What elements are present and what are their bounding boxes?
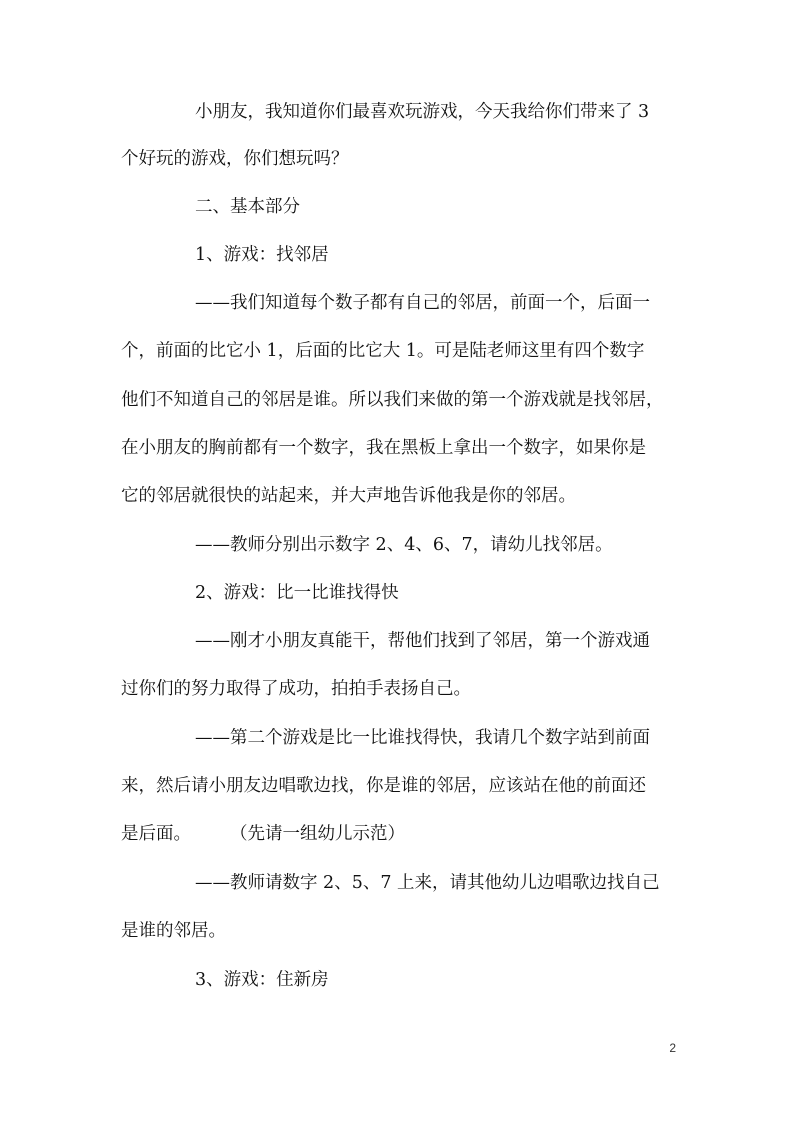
game-1-teacher-note: ——教师分别出示数字 2、4、6、7，请幼儿找邻居。 <box>195 535 613 555</box>
page-number: 2 <box>669 1041 676 1055</box>
game-1-paragraph-line-1: ——我们知道每个数子都有自己的邻居，前面一个，后面一 <box>195 293 650 313</box>
section-heading-basic-part: 二、基本部分 <box>195 197 300 217</box>
game-2-paragraph-1-line-1: ——刚才小朋友真能干，帮他们找到了邻居，第一个游戏通 <box>195 631 650 651</box>
game-3-heading: 3、游戏：住新房 <box>195 970 329 990</box>
paragraph-intro-line-2: 个好玩的游戏，你们想玩吗？ <box>121 149 349 169</box>
game-1-paragraph-line-2: 个，前面的比它小 1，后面的比它大 1。可是陆老师这里有四个数字 <box>121 341 645 361</box>
game-1-heading: 1、游戏：找邻居 <box>195 245 329 265</box>
game-2-paragraph-2-line-1: ——第二个游戏是比一比谁找得快，我请几个数字站到前面 <box>195 728 650 748</box>
game-1-paragraph-line-3: 他们不知道自己的邻居是谁。所以我们来做的第一个游戏就是找邻居， <box>121 390 664 410</box>
paragraph-intro-line-1: 小朋友，我知道你们最喜欢玩游戏，今天我给你们带来了 3 <box>195 102 650 122</box>
game-2-teacher-note-line-1: ——教师请数字 2、5、7 上来，请其他幼儿边唱歌边找自己 <box>195 873 660 893</box>
game-2-paragraph-2-line-3: 是后面。 （先请一组幼儿示范） <box>121 824 405 844</box>
game-2-teacher-note-line-2: 是谁的邻居。 <box>121 921 226 941</box>
game-2-paragraph-1-line-2: 过你们的努力取得了成功，拍拍手表扬自己。 <box>121 679 471 699</box>
game-2-paragraph-2-line-2: 来，然后请小朋友边唱歌边找，你是谁的邻居，应该站在他的前面还 <box>121 776 646 796</box>
game-1-paragraph-line-4: 在小朋友的胸前都有一个数字，我在黑板上拿出一个数字，如果你是 <box>121 438 646 458</box>
game-1-paragraph-line-5: 它的邻居就很快的站起来，并大声地告诉他我是你的邻居。 <box>121 486 576 506</box>
game-2-heading: 2、游戏：比一比谁找得快 <box>195 583 399 603</box>
